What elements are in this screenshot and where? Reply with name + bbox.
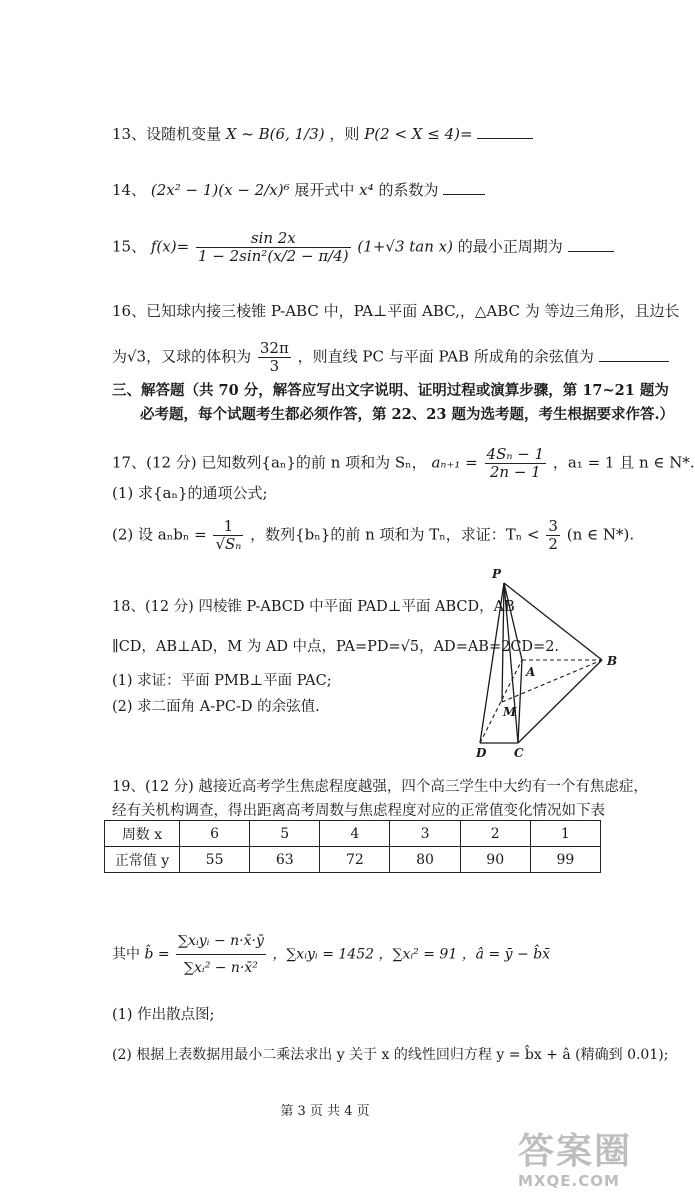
table-cell: 4 (320, 821, 390, 847)
q19-bhat-fraction (176, 928, 266, 981)
q16-vol-den: 3 (269, 357, 280, 375)
q17-p2-bound (546, 518, 560, 553)
section3-heading-line1: 三、解答题（共 70 分，解答应写出文字说明、证明过程或演算步骤，第 17~21 题为 (112, 382, 669, 399)
q19-line2: 经有关机构调查，得出距离高考周数与焦虑程度对应的正常值变化情况如下表 (112, 803, 605, 819)
q19-part2: (2) 根据上表数据用最小二乘法求出 y 关于 x 的线性回归方程 y = b̂x + â (精确到 0.01); (112, 1047, 669, 1063)
q14-term: x⁴ (359, 181, 374, 199)
q17-p2-mid: ，数列{bₙ}的前 n 项和为 Tₙ，求证：Tₙ < (250, 525, 540, 544)
q19-bhat-num: ∑xᵢyᵢ − n·x̄·ȳ (176, 928, 266, 955)
q18-part1: (1) 求证：平面 PMB⊥平面 PAC; (112, 673, 332, 689)
q17-p2-den: √Sₙ (215, 535, 242, 553)
label-p: P (492, 567, 502, 581)
page-footer: 第 3 页 共 4 页 (280, 1104, 370, 1119)
q17-line1 (112, 446, 695, 481)
q17-p2-fnum: 3 (548, 517, 558, 535)
q13-answer-blank (477, 122, 533, 139)
q18-part2: (2) 求二面角 A-PC-D 的余弦值. (112, 699, 320, 715)
q19-sum-x2: ，∑xᵢ² = 91 (378, 946, 458, 963)
q19-formula-prefix: 其中 (112, 946, 140, 963)
edge-da (480, 660, 522, 743)
q19-bhat-lhs: b̂ = (144, 946, 170, 963)
edge-mb (502, 660, 602, 702)
table-cell: 80 (390, 847, 460, 873)
q13-expr: X ~ B(6, 1/3) (225, 125, 325, 143)
table-cell: 2 (460, 821, 530, 847)
q17-line1-pre: 17、(12 分) 已知数列{aₙ}的前 n 项和为 Sₙ， (112, 453, 427, 472)
q19-sum-xy: ，∑xᵢyᵢ = 1452 (272, 946, 375, 963)
q17-p2-pre: (2) 设 aₙbₙ = (112, 525, 207, 544)
q13-mid: ，则 (329, 125, 360, 143)
q15-prefix: 15、 (112, 237, 147, 256)
q14-prefix: 14、 (112, 181, 147, 199)
watermark-logo: 答案圈 (518, 1131, 633, 1172)
data-table (104, 820, 601, 873)
q17-p2-num: 1 (213, 518, 243, 536)
q17-rec-num: 4Sₙ − 1 (486, 445, 545, 463)
label-a: A (526, 665, 536, 679)
q17-p2-post: (n ∈ N*). (566, 525, 635, 544)
label-c: C (514, 746, 524, 760)
q17-rec-den: 2n − 1 (489, 463, 541, 481)
q13-line (112, 122, 533, 145)
q19-part1: (1) 作出散点图; (112, 1007, 215, 1023)
label-b: B (607, 654, 618, 668)
table-cell: 63 (250, 847, 320, 873)
table-row-x (105, 821, 601, 847)
q17-rec-fraction (485, 446, 547, 481)
q15-fraction (196, 230, 351, 265)
q19-formula-line (112, 928, 550, 981)
table-cell: 72 (320, 847, 390, 873)
q17-p2-fraction (213, 518, 243, 553)
q15-line (112, 230, 614, 265)
q17-p2-fden: 2 (548, 535, 558, 553)
table-cell: 5 (250, 821, 320, 847)
q18-line2: ∥CD，AB⊥AD，M 为 AD 中点，PA=PD=√5，AD=AB=2CD=2. (112, 639, 560, 655)
q15-numerator: sin 2x (196, 230, 351, 248)
label-d: D (476, 746, 487, 760)
q17-rec-lhs: aₙ₊₁ = (431, 453, 478, 472)
edge-ac (518, 660, 522, 743)
table-cell: 3 (390, 821, 460, 847)
q16-vol-num: 32π (259, 339, 289, 357)
q13-prob: P(2 < X ≤ 4)= (364, 125, 473, 143)
q16-line1: 16、已知球内接三棱锥 P-ABC 中，PA⊥平面 ABC,，△ABC 为 等边三角形，且边长 (112, 302, 680, 320)
q15-tail: 的最小正周期为 (457, 237, 563, 256)
q14-suffix: 展开式中 (294, 181, 355, 199)
q14-line (112, 178, 485, 201)
table-cell: 1 (530, 821, 600, 847)
table-row-y (105, 847, 601, 873)
watermark-site: MXQE.COM (518, 1172, 620, 1190)
q15-factor: (1+√3 tan x) (357, 237, 453, 256)
q14-expr: (2x² − 1)(x − 2/x)⁶ (150, 181, 290, 199)
table-cell: 55 (180, 847, 250, 873)
q16-answer-blank (599, 345, 669, 362)
edge-cb (518, 660, 602, 743)
q17-part2 (112, 518, 634, 553)
table-cell: 90 (460, 847, 530, 873)
q19-ahat: ，â = ȳ − b̂x̄ (461, 946, 551, 963)
section3-heading-line2: 必考题，每个试题考生都必须作答，第 22、23 题为选考题，考生根据要求作答.） (140, 406, 674, 423)
q16-line2 (112, 340, 669, 375)
q15-answer-blank (568, 235, 614, 252)
q14-answer-blank (443, 178, 485, 195)
q17-part1: (1) 求{aₙ}的通项公式; (112, 484, 268, 502)
q18-line1: 18、(12 分) 四棱锥 P-ABCD 中平面 PAD⊥平面 ABCD，AB (112, 599, 515, 615)
q14-tail: 的系数为 (378, 181, 439, 199)
q15-lhs: f(x)= (150, 237, 190, 256)
table-cell: 6 (180, 821, 250, 847)
q16-line2-pre: 为√3，又球的体积为 (112, 347, 252, 366)
table-header-x: 周数 x (105, 821, 180, 847)
q17-line1-post: ，a₁ = 1 且 n ∈ N*. (552, 453, 695, 472)
watermark (518, 1132, 646, 1192)
table-header-y: 正常值 y (105, 847, 180, 873)
q15-denominator: 1 − 2sin²(x/2 − π/4) (197, 247, 349, 265)
table-cell: 99 (530, 847, 600, 873)
q19-bhat-den: ∑xᵢ² − n·x̄² (183, 960, 258, 976)
q13-prefix: 13、设随机变量 (112, 125, 222, 143)
label-m: M (503, 705, 517, 719)
q19-line1: 19、(12 分) 越接近高考学生焦虑程度越强，四个高三学生中大约有一个有焦虑症， (112, 779, 648, 795)
q16-line2-post: ，则直线 PC 与平面 PAB 所成角的余弦值为 (297, 347, 594, 366)
q16-volume-fraction (258, 340, 291, 375)
